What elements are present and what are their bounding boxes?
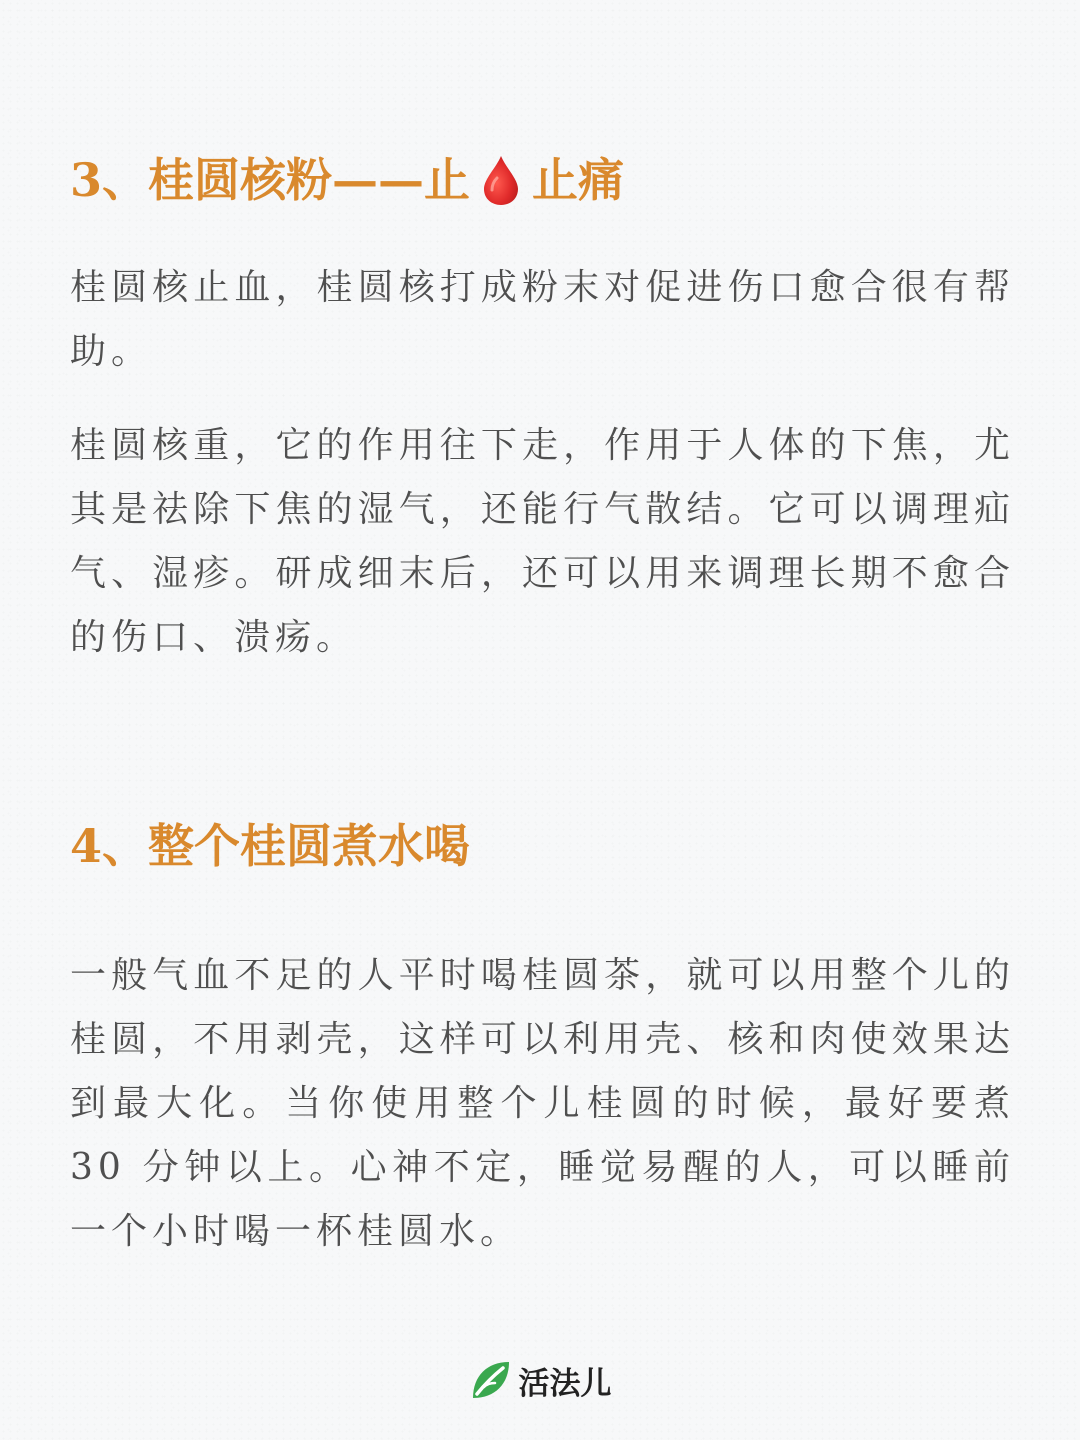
section-3-heading [70,152,1015,208]
section-4-heading: 4、整个桂圆煮水喝 [70,819,471,873]
section-3-paragraph-2: 桂圆核重，它的作用往下走，作用于人体的下焦，尤其是祛除下焦的湿气，还能行气散结。它可以调理疝气、湿疹。研成细末后，还可以用来调理长期不愈合的伤口、溃疡。 [70,425,1015,658]
section-3-heading-text-start: 3、桂圆核粉——止 [70,153,471,207]
leaf-icon [469,1358,513,1402]
blood-drop-icon [478,152,524,208]
section-3-paragraph-1: 桂圆核止血，桂圆核打成粉末对促进伤口愈合很有帮助。 [70,267,1015,372]
section-3-heading-text-end: 止痛 [532,153,625,207]
section-4 [70,818,1015,1264]
brand-name: 活法儿 [518,1365,612,1402]
footer-brand [0,1356,1080,1404]
section-4-paragraph-1: 一般气血不足的人平时喝桂圆茶，就可以用整个儿的桂圆，不用剥壳，这样可以利用壳、核和肉使效果达到最大化。当你使用整个儿桂圆的时候，最好要煮 30 分钟以上。心神不定，睡觉易醒的人，可以睡前一个小时喝一杯桂圆水。 [70,955,1015,1252]
section-3 [70,152,1015,670]
